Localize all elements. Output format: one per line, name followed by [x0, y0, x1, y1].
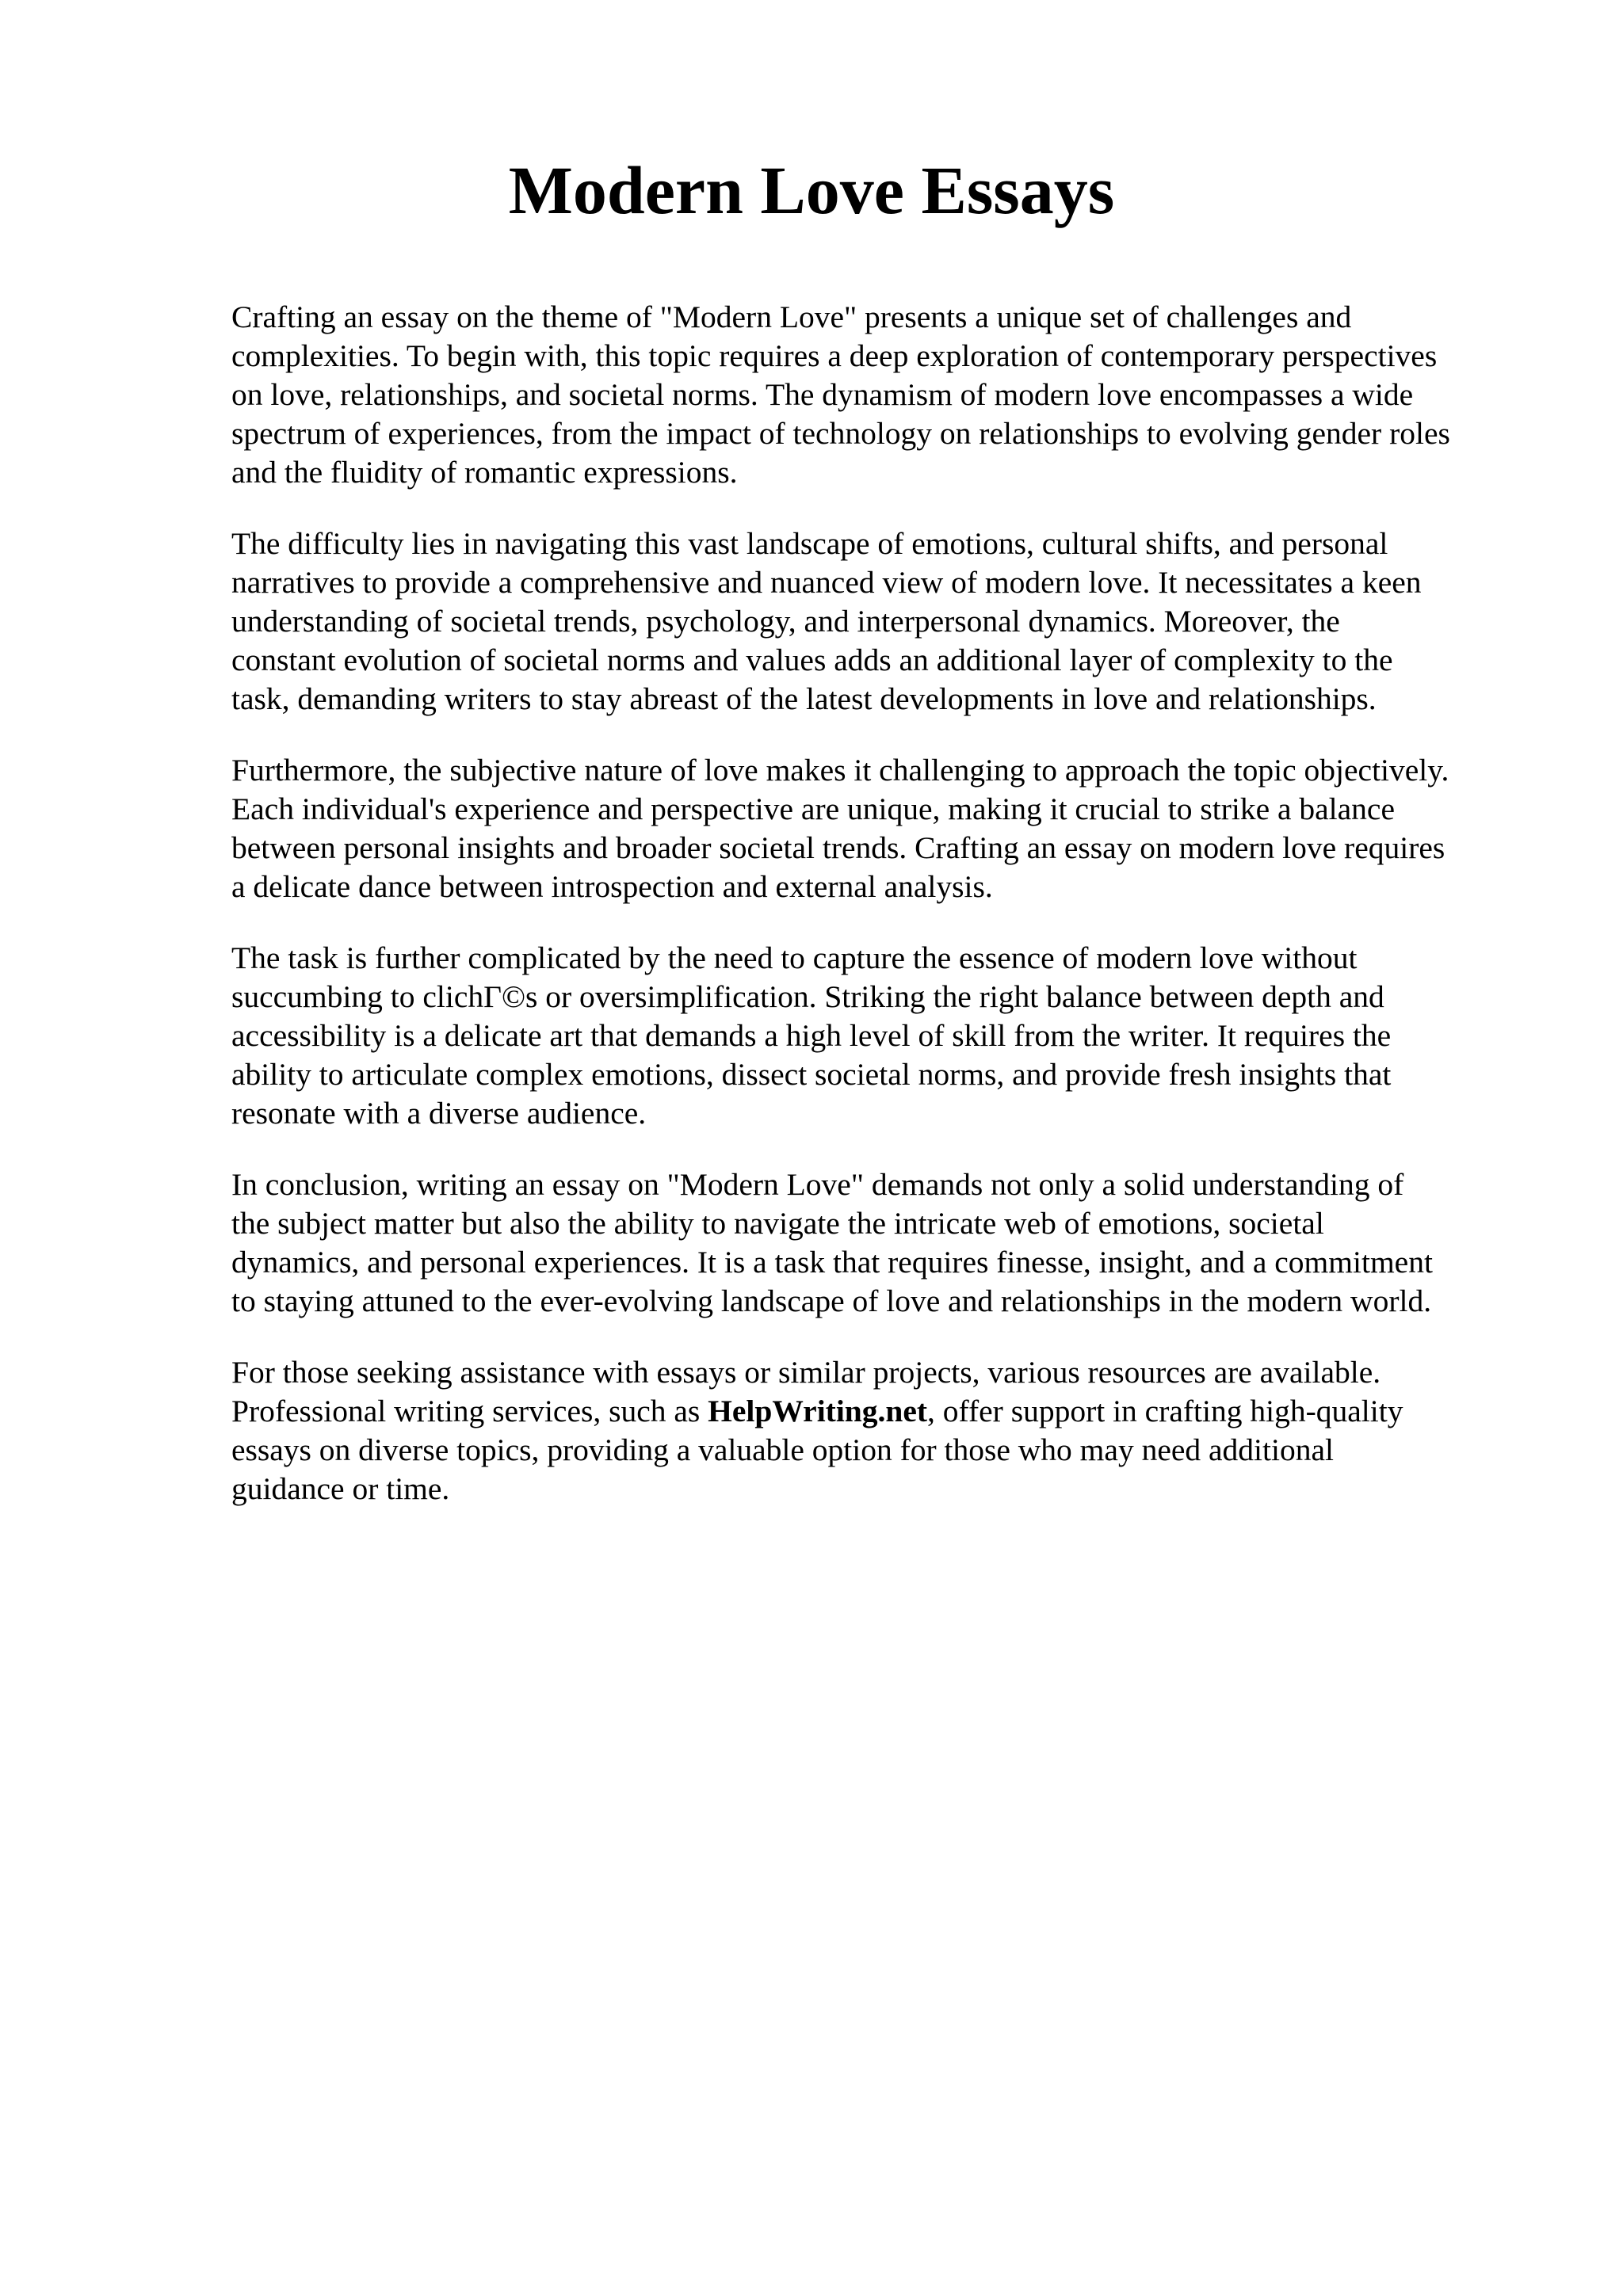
text-line: essays on diverse topics, providing a valuable option for those who may need additional [231, 1432, 1334, 1467]
text-line: The task is further complicated by the need to capture the essence of modern love without [231, 940, 1358, 975]
text-line: resonate with a diverse audience. [231, 1096, 647, 1131]
text-line: The difficulty lies in navigating this vast landscape of emotions, cultural shifts, and personal [231, 526, 1388, 561]
text-line: on love, relationships, and societal norms. The dynamism of modern love encompasses a wide [231, 377, 1414, 412]
text-line: guidance or time. [231, 1471, 450, 1506]
text-line: For those seeking assistance with essays or similar projects, various resources are available. [231, 1355, 1381, 1390]
text-line: a delicate dance between introspection and external analysis. [231, 869, 993, 904]
text-line [231, 1392, 1531, 1431]
text-line: and the fluidity of romantic expressions. [231, 455, 738, 490]
text-line: to staying attuned to the ever-evolving landscape of love and relationships in the modern world. [231, 1283, 1432, 1318]
page-title: Modern Love Essays [508, 152, 1115, 228]
text-line: In conclusion, writing an essay on "Modern Love" demands not only a solid understanding of [231, 1167, 1404, 1202]
paragraph-6 [231, 1353, 1531, 1508]
text-line: understanding of societal trends, psychology, and interpersonal dynamics. Moreover, the [231, 604, 1340, 639]
paragraph-1 [231, 298, 1531, 492]
text-line: spectrum of experiences, from the impact of technology on relationships to evolving gender roles [231, 416, 1450, 451]
paragraph-2 [231, 524, 1531, 719]
text-line: dynamics, and personal experiences. It is a task that requires finesse, insight, and a commitment [231, 1245, 1433, 1280]
paragraph-5 [231, 1165, 1531, 1321]
text-line: constant evolution of societal norms and values adds an additional layer of complexity to the [231, 643, 1393, 677]
text-line: succumbing to clichΓ©s or oversimplification. Striking the right balance between depth and [231, 979, 1384, 1014]
text-line: between personal insights and broader societal trends. Crafting an essay on modern love requires [231, 830, 1445, 865]
paragraph-4 [231, 939, 1531, 1133]
service-name: HelpWriting.net [708, 1394, 928, 1428]
text-line: the subject matter but also the ability to navigate the intricate web of emotions, societal [231, 1206, 1324, 1241]
text-segment: , offer support in crafting high-quality [927, 1394, 1403, 1428]
text-line: task, demanding writers to stay abreast of the latest developments in love and relationships. [231, 681, 1377, 716]
text-line: Furthermore, the subjective nature of love makes it challenging to approach the topic objectively. [231, 753, 1449, 788]
paragraph-3 [231, 751, 1531, 906]
text-line: ability to articulate complex emotions, dissect societal norms, and provide fresh insights that [231, 1057, 1392, 1092]
essay-body [231, 298, 1531, 1541]
text-line: Crafting an essay on the theme of "Modern Love" presents a unique set of challenges and [231, 299, 1352, 334]
text-line: narratives to provide a comprehensive and nuanced view of modern love. It necessitates a keen [231, 565, 1422, 600]
text-line: accessibility is a delicate art that demands a high level of skill from the writer. It requires the [231, 1018, 1392, 1053]
text-line: Each individual's experience and perspective are unique, making it crucial to strike a balance [231, 791, 1395, 826]
text-segment: Professional writing services, such as [231, 1394, 708, 1428]
text-line: complexities. To begin with, this topic requires a deep exploration of contemporary perspectives [231, 338, 1438, 373]
